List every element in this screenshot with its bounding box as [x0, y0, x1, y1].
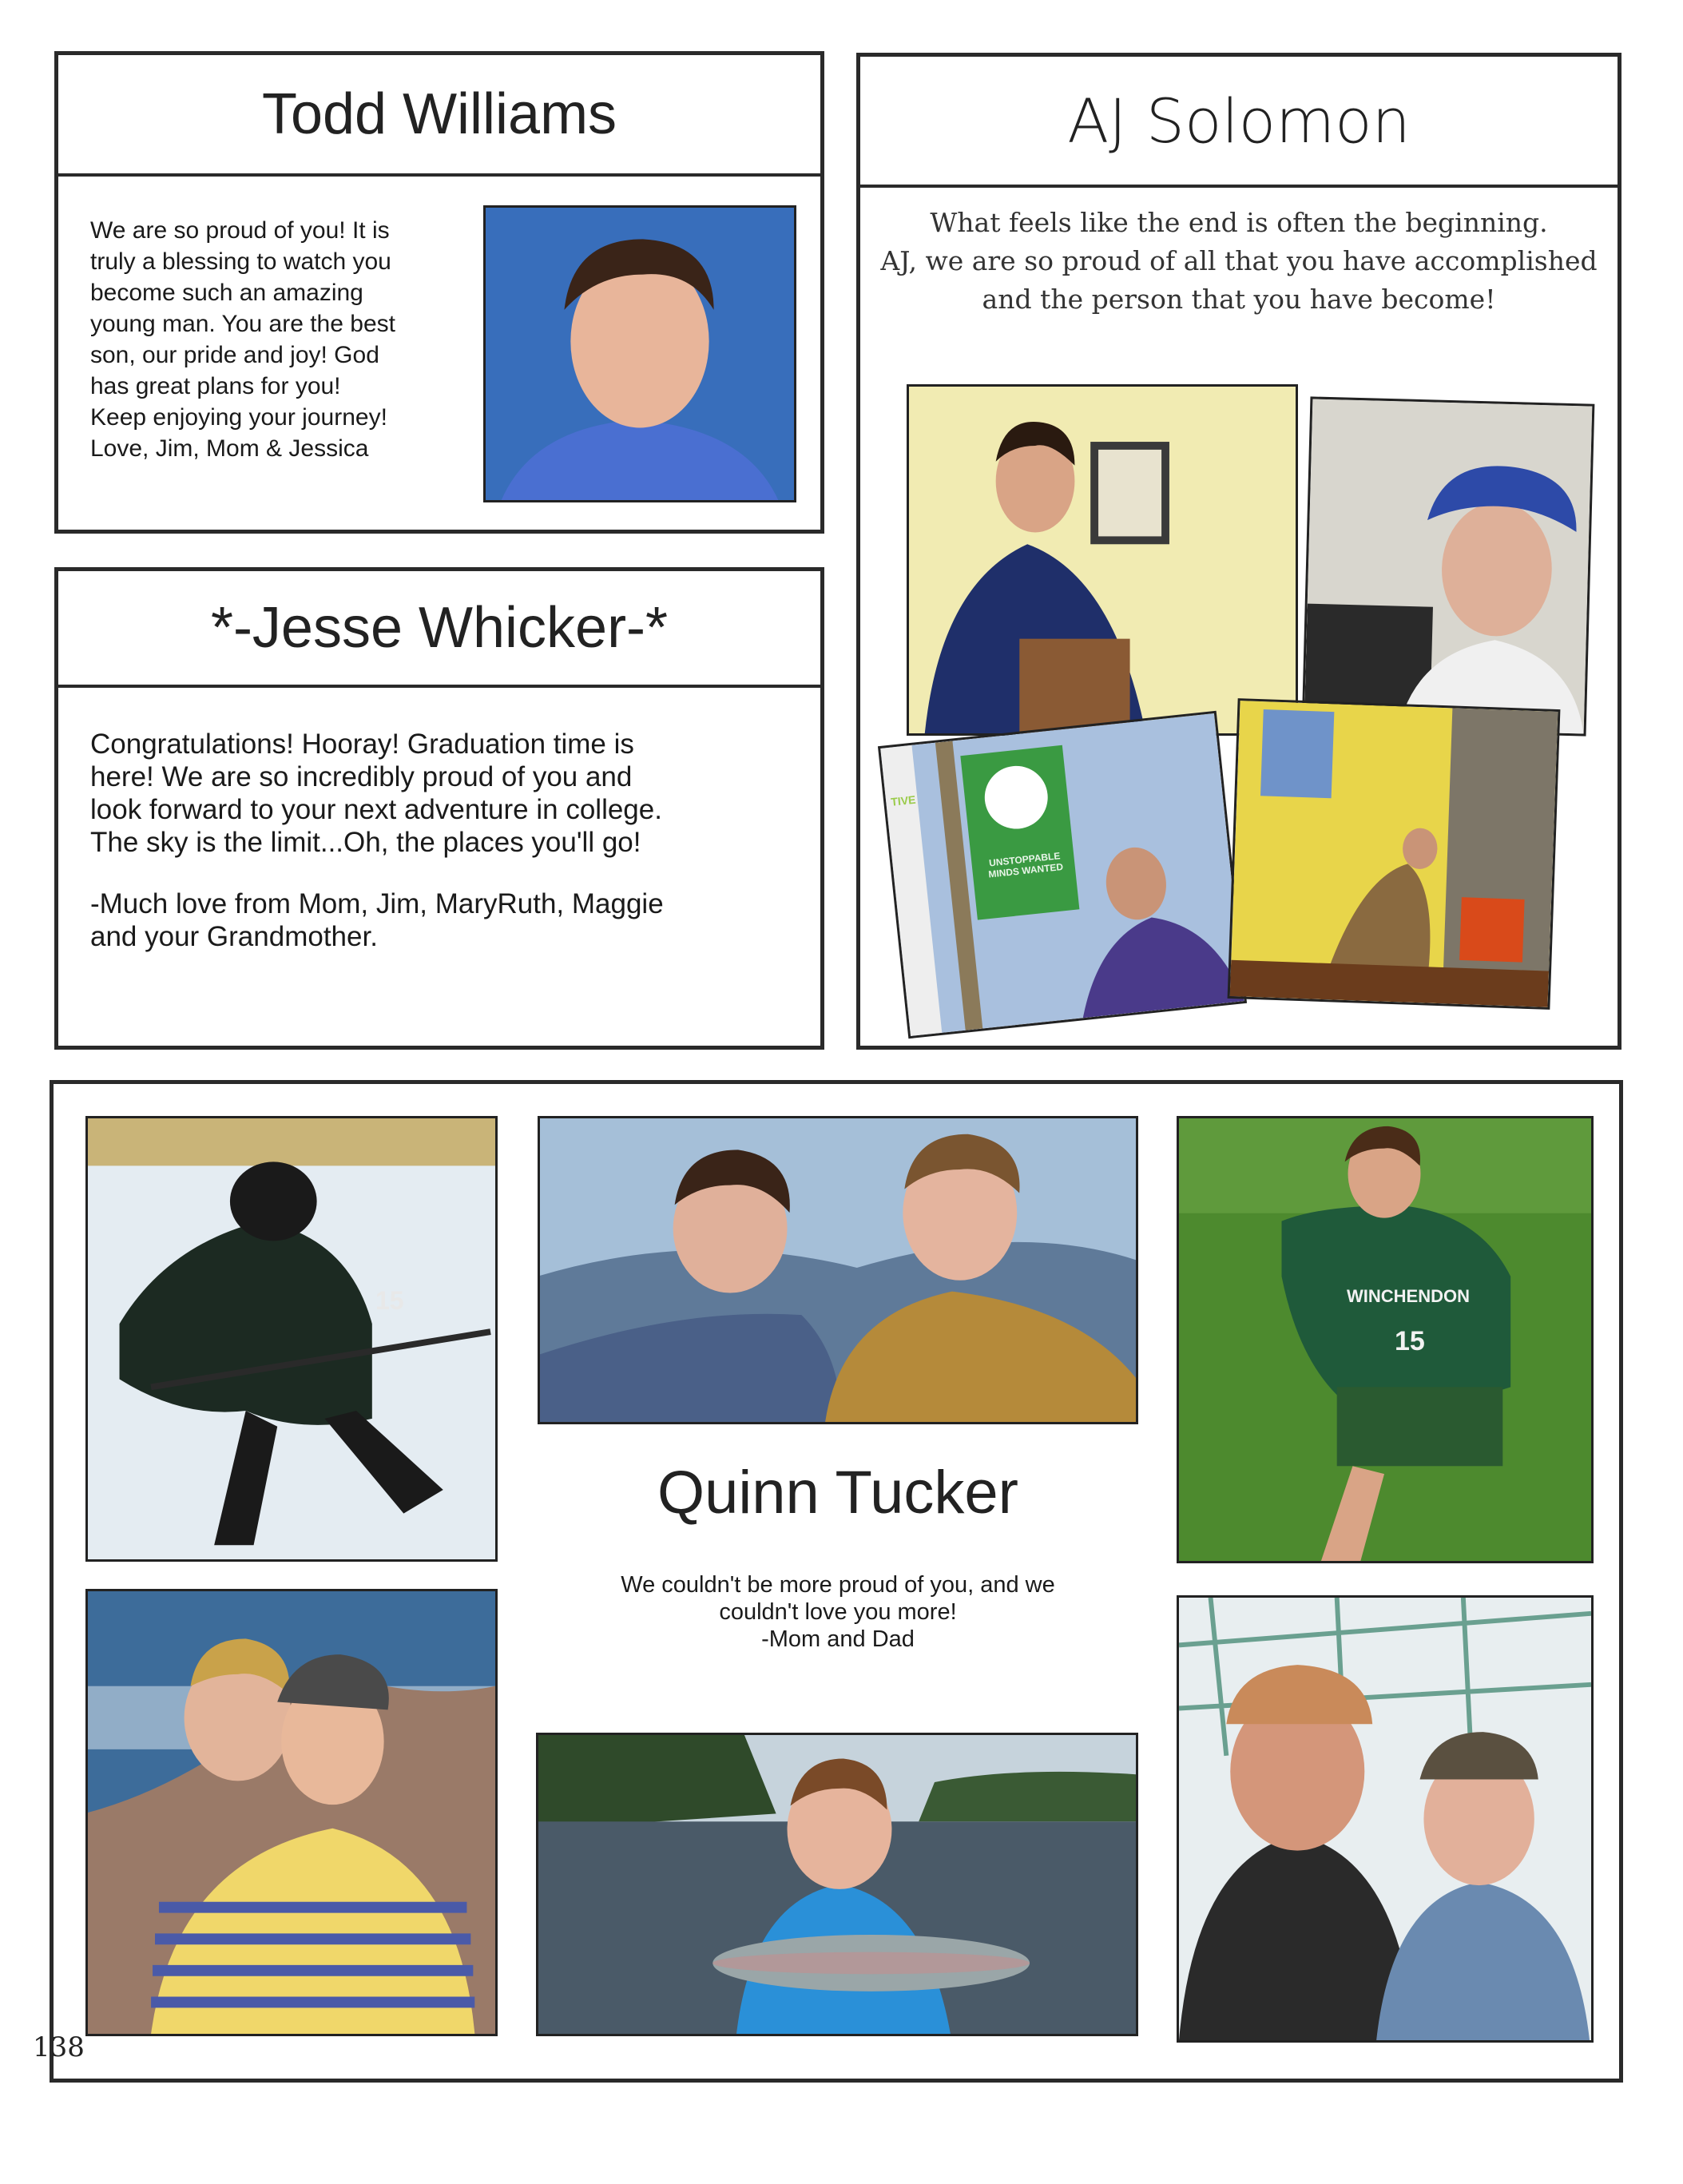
jesse-signoff: -Much love from Mom, Jim, MaryRuth, Maggie and your Grandmother.	[90, 888, 664, 952]
aj-stage-photo	[1228, 698, 1561, 1010]
quinn-soccer-team: WINCHENDON	[1347, 1286, 1470, 1306]
aj-cap-photo	[1302, 396, 1595, 736]
jesse-header	[58, 571, 820, 688]
quinn-tucker-panel	[33, 1080, 1623, 2083]
quinn-hockey-number: 15	[375, 1286, 404, 1315]
quinn-hockey-photo	[85, 1116, 498, 1562]
aj-header	[860, 57, 1618, 188]
quinn-message: We couldn't be more proud of you, and we couldn't love you more! -Mom and Dad	[621, 1572, 1055, 1652]
aj-name: AJ Solomon	[1067, 85, 1411, 157]
quinn-soccer-photo	[1177, 1116, 1594, 1563]
quinn-name: Quinn Tucker	[657, 1459, 1018, 1527]
todd-portrait-photo	[483, 205, 796, 502]
quinn-fishing-photo	[536, 1733, 1138, 2036]
aj-banner-photo	[878, 711, 1247, 1039]
quinn-soccer-number: 15	[1395, 1326, 1425, 1356]
aj-solomon-panel	[856, 53, 1621, 1050]
aj-banner-text: UNSTOPPABLE MINDS WANTED	[987, 850, 1064, 880]
todd-header	[58, 55, 820, 177]
todd-name: Todd Williams	[261, 82, 617, 146]
jesse-name: *-Jesse Whicker-*	[210, 596, 669, 660]
jesse-message: Congratulations! Hooray! Graduation time is here! We are so incredibly proud of you and look forward to your next adventure in college. The sky is the limit...Oh, the places you'll go!	[90, 729, 662, 858]
aj-speech-photo	[907, 384, 1298, 736]
quinn-friends-photo	[538, 1116, 1138, 1424]
aj-message: What feels like the end is often the beginning. AJ, we are so proud of all that you have accomplished and the person that you have become!	[880, 207, 1598, 315]
page-number: 138	[33, 2031, 85, 2063]
todd-williams-panel	[54, 51, 824, 534]
quinn-dad-photo	[1177, 1595, 1594, 2043]
aj-sign-text: TIVE	[890, 792, 917, 808]
todd-message: We are so proud of you! It is truly a blessing to watch you become such an amazing young man. You are the best son, our pride and joy! God has great plans for you! Keep enjoying your journey! Love, Jim, Mom & Jessica	[90, 217, 395, 462]
jesse-whicker-panel	[54, 567, 824, 1050]
quinn-beach-photo	[85, 1589, 498, 2036]
